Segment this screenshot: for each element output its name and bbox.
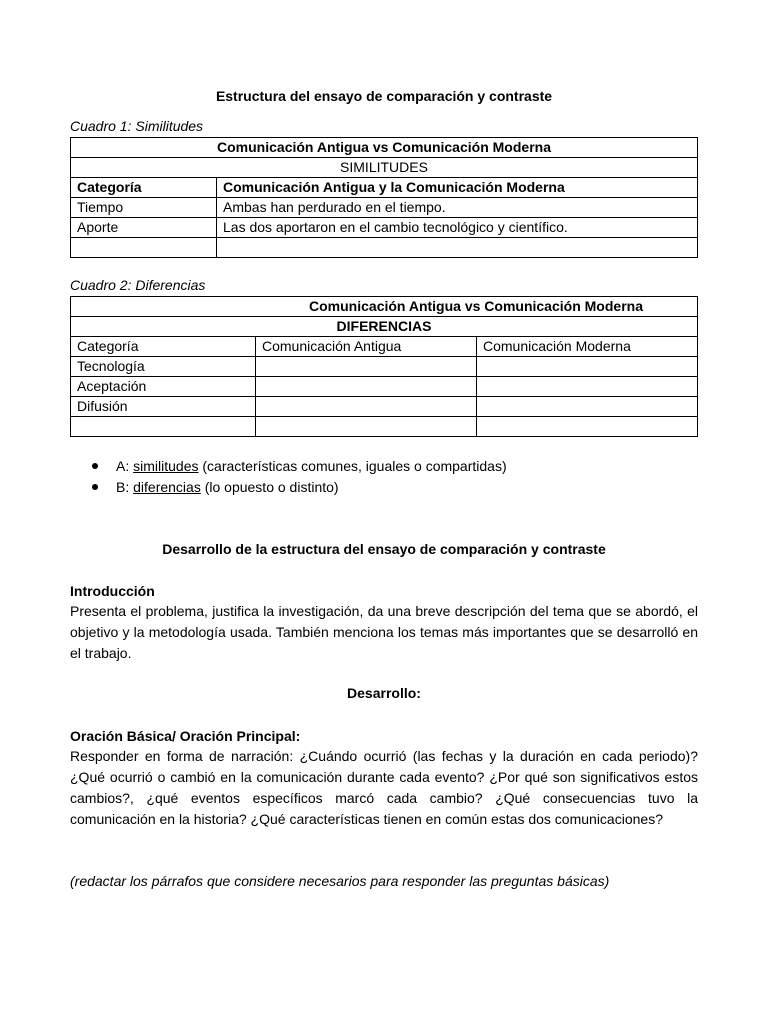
table-row xyxy=(71,158,698,178)
table-cell: Las dos aportaron en el cambio tecnológico y científico. xyxy=(217,218,698,238)
table-header: Comunicación Antigua vs Comunicación Moderna xyxy=(71,297,698,317)
table-cell: Categoría xyxy=(71,337,256,357)
table2-caption: Cuadro 2: Diferencias xyxy=(70,277,206,293)
table-cell xyxy=(477,377,698,397)
table-cell: Tecnología xyxy=(71,357,256,377)
table-cell xyxy=(256,417,477,437)
list-item xyxy=(70,456,507,477)
table-row xyxy=(71,357,698,377)
table-cell: Comunicación Moderna xyxy=(477,337,698,357)
table-row xyxy=(71,417,698,437)
table-row xyxy=(71,317,698,337)
desarrollo-heading: Desarrollo: xyxy=(347,685,421,701)
table-cell: Aporte xyxy=(71,218,217,238)
table-cell: Aceptación xyxy=(71,377,256,397)
bullet-icon xyxy=(92,463,98,469)
intro-text: Presenta el problema, justifica la investigación, da una breve descripción del tema que se abordó, el objetivo y la metodología usada. También menciona los temas más importantes que se desarrolló en el trabajo. xyxy=(70,603,698,661)
table-cell: Comunicación Antigua y la Comunicación Moderna xyxy=(217,178,698,198)
table-cell: Categoría xyxy=(71,178,217,198)
table-row xyxy=(71,138,698,158)
table-row xyxy=(71,297,698,317)
bullet-description: (lo opuesto o distinto) xyxy=(200,479,339,495)
table-row xyxy=(71,218,698,238)
similarities-table xyxy=(70,137,698,258)
table-cell: Ambas han perdurado en el tiempo. xyxy=(217,198,698,218)
table-row xyxy=(71,178,698,198)
bullet-prefix: A: xyxy=(116,458,134,474)
definition-list xyxy=(70,456,507,498)
table-row xyxy=(71,397,698,417)
bullet-prefix: B: xyxy=(116,479,134,495)
bullet-term: diferencias xyxy=(133,479,201,495)
development-title: Desarrollo de la estructura del ensayo de comparación y contraste xyxy=(162,541,606,557)
table-cell xyxy=(256,377,477,397)
note-text: (redactar los párrafos que considere necesarios para responder las preguntas básicas) xyxy=(70,873,610,889)
table-cell xyxy=(256,397,477,417)
table-row xyxy=(71,337,698,357)
table-header: Comunicación Antigua vs Comunicación Moderna xyxy=(71,138,698,158)
document-title: Estructura del ensayo de comparación y contraste xyxy=(215,88,553,104)
table-row xyxy=(71,198,698,218)
table-row xyxy=(71,377,698,397)
table-cell xyxy=(71,417,256,437)
bullet-term: similitudes xyxy=(133,458,199,474)
table-cell xyxy=(256,357,477,377)
table-subheader: DIFERENCIAS xyxy=(71,317,698,337)
table-cell xyxy=(477,357,698,377)
table-cell xyxy=(71,238,217,258)
table-cell xyxy=(477,397,698,417)
oracion-heading: Oración Básica/ Oración Principal: xyxy=(70,728,301,744)
table-cell: Difusión xyxy=(71,397,256,417)
bullet-description: (características comunes, iguales o compartidas) xyxy=(198,458,507,474)
table-subheader: SIMILITUDES xyxy=(71,158,698,178)
table-row xyxy=(71,238,698,258)
intro-heading: Introducción xyxy=(70,583,155,599)
table-cell xyxy=(217,238,698,258)
bullet-icon xyxy=(92,484,98,490)
differences-table xyxy=(70,296,698,437)
list-item xyxy=(70,477,507,498)
table-cell: Comunicación Antigua xyxy=(256,337,477,357)
table-cell xyxy=(477,417,698,437)
oracion-text: Responder en forma de narración: ¿Cuándo ocurrió (las fechas y la duración en cada periodo)? ¿Qué ocurrió o cambió en la comunicación durante cada evento? ¿Por qué son significativos estos cambios?, ¿qué eventos específicos marcó cada cambio? ¿Qué consecuencias tuvo la comunicación en la historia? ¿Qué características tienen en común estas dos comunicaciones? xyxy=(70,748,698,827)
table-cell: Tiempo xyxy=(71,198,217,218)
table1-caption: Cuadro 1: Similitudes xyxy=(70,118,204,134)
